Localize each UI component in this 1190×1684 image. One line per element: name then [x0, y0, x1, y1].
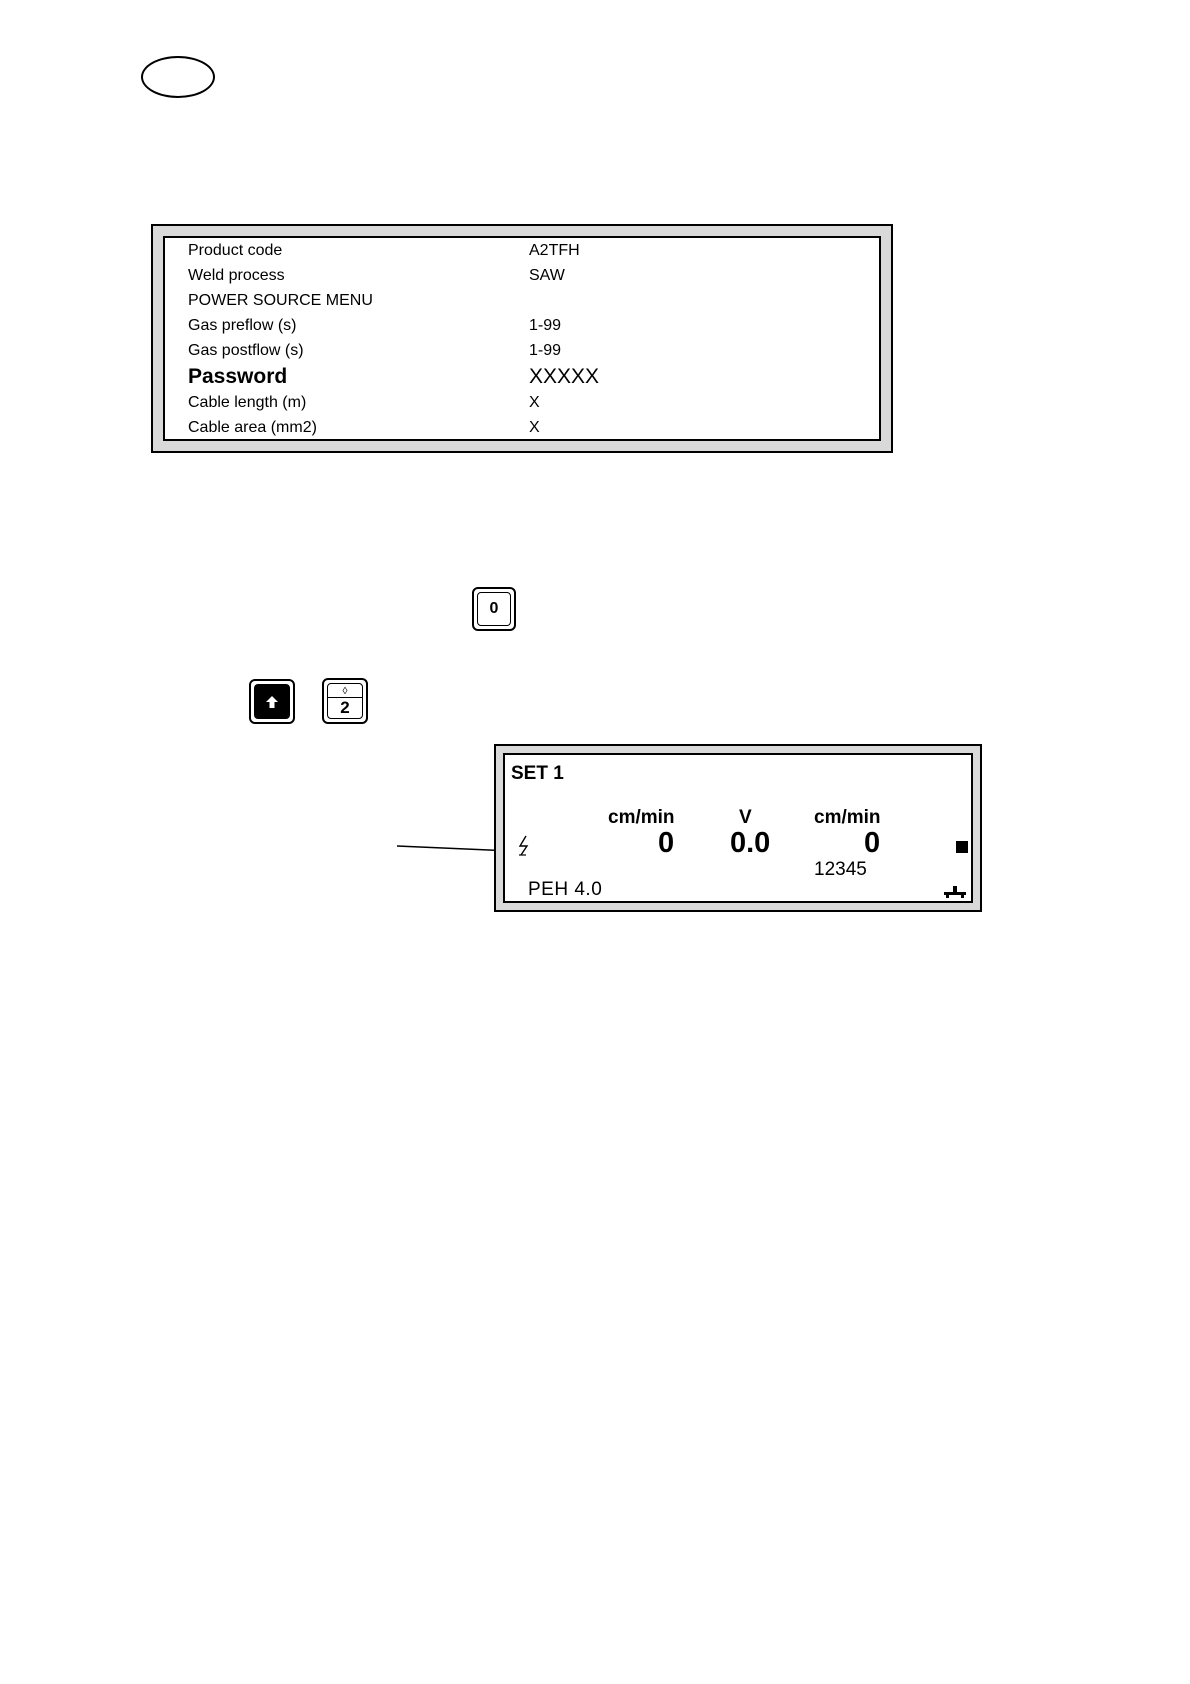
unit-travel-speed: cm/min [814, 807, 881, 828]
menu-label: Weld process [188, 267, 285, 284]
carriage-icon [943, 885, 967, 899]
key-2-label: 2 [340, 698, 350, 717]
menu-label: POWER SOURCE MENU [188, 292, 373, 309]
menu-label: Gas preflow (s) [188, 317, 297, 334]
menu-value: 1-99 [529, 342, 562, 359]
menu-label: Gas postflow (s) [188, 342, 304, 359]
menu-value: SAW [529, 267, 565, 284]
version-label: PEH 4.0 [528, 879, 603, 900]
value-voltage: 0.0 [730, 827, 771, 859]
menu-value: 1-99 [529, 317, 562, 334]
counter-value: 12345 [814, 859, 867, 880]
menu-value: X [529, 419, 540, 436]
menu-value: XXXXX [529, 365, 600, 388]
menu-label: Password [188, 365, 288, 388]
unit-wire-speed: cm/min [608, 807, 675, 828]
lightning-icon [517, 835, 531, 857]
menu-label: Cable length (m) [188, 394, 307, 411]
diamond-icon: ◊ [342, 686, 348, 697]
menu-label: Product code [188, 242, 283, 259]
menu-value: A2TFH [529, 242, 580, 259]
stop-square-icon [956, 841, 968, 853]
set-label: SET 1 [511, 763, 564, 784]
menu-value: X [529, 394, 540, 411]
lcd-screen [503, 753, 973, 903]
unit-voltage: V [739, 807, 752, 828]
menu-label: Cable area (mm2) [188, 419, 317, 436]
lcd-display [494, 744, 982, 912]
value-travel-speed: 0 [864, 827, 881, 859]
value-wire-speed: 0 [658, 827, 675, 859]
key-0-label: 0 [477, 592, 511, 626]
